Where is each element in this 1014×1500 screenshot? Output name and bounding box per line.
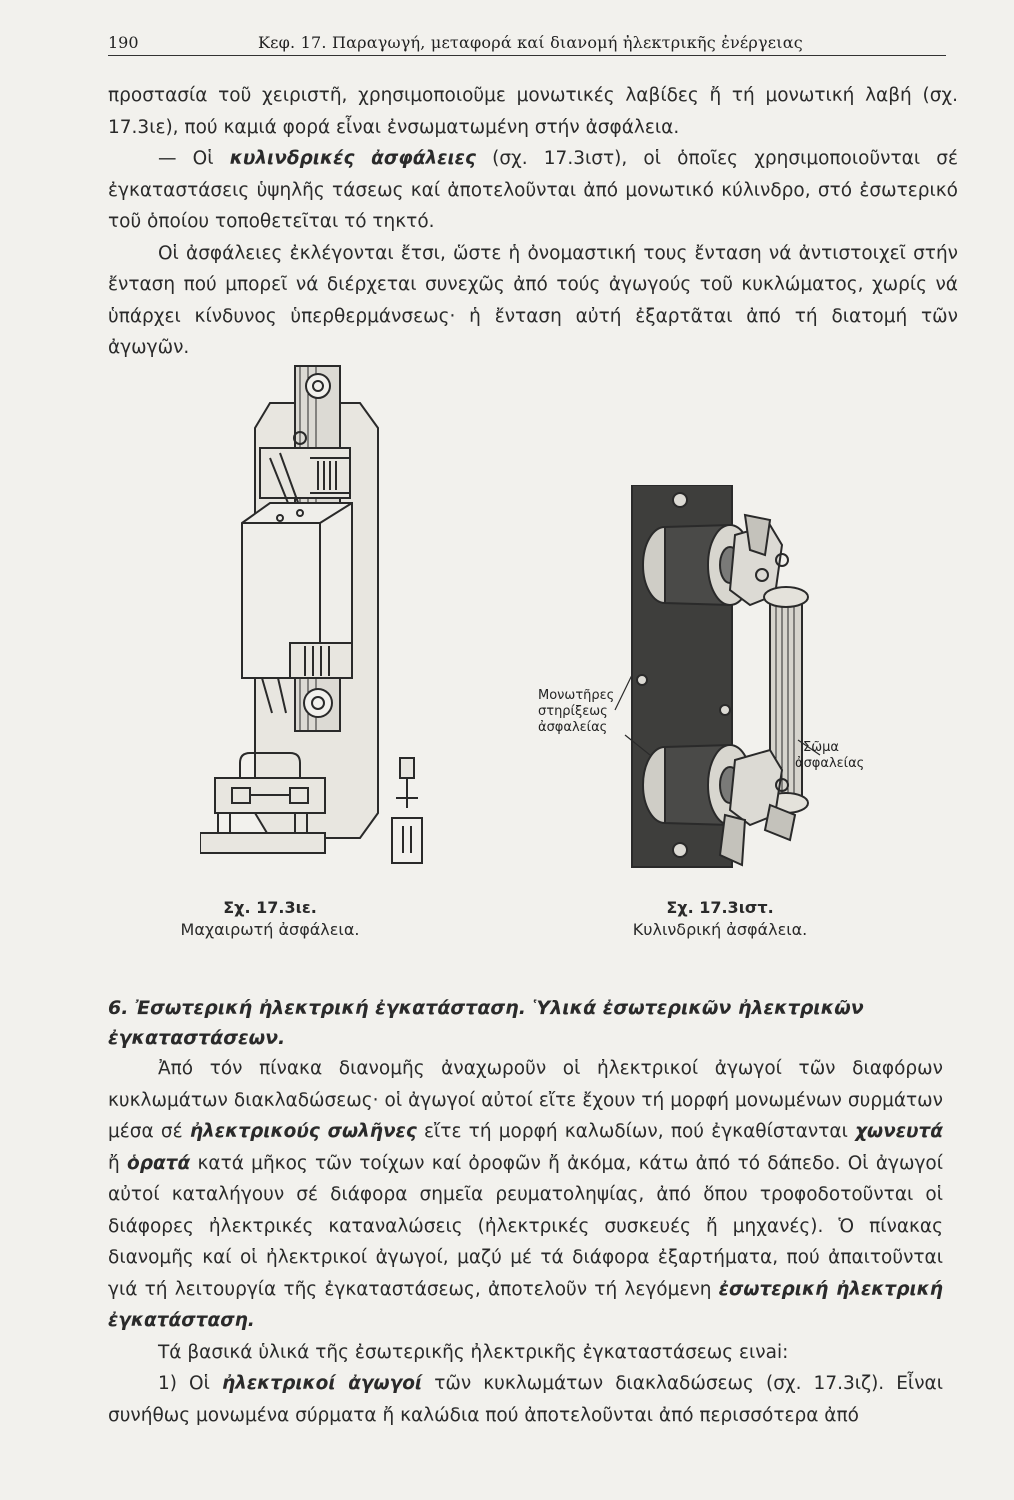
- paragraph-3: Οἱ ἀσφάλειες ἐκλέγονται ἔτσι, ὥστε ἡ ὀνομαστική τους ἔνταση νά ἀντιστοιχεῖ στήν ἔνταση πού μπορεῖ νά διέρχεται συνεχῶς ἀπό τούς ἀγωγούς τοῦ κυκλώματος, χωρίς νά ὑπάρχει κίνδυνος ὑπερθερμάνσεως· ἡ ἔνταση αὐτή ἐξαρτᾶται ἀπό τή διατομή τῶν ἀγωγῶν.: [108, 242, 958, 358]
- section-paragraph-1: Ἀπό τόν πίνακα διανομῆς ἀναχωροῦν οἱ ἠλεκτρικοί ἀγωγοί τῶν διαφόρων κυκλωμάτων διακλαδώσεως· οἱ ἀγωγοί αὐτοί εἴτε ἔχουν τή μορφή μονωμένων συρμάτων μέσα σέ ἠλεκτρικούς σωλῆνες εἴτε τή μορφή καλωδίων, πού ἐγκαθίστανται χωνευτά ἤ ὁρατά κατά μῆκος τῶν τοίχων καί ὀροφῶν ἤ ἀκόμα, κάτω ἀπό τό δάπεδο. Οἱ ἀγωγοί αὐτοί καταλήγουν σέ διάφορα σημεῖα ρευματοληψίας, ἀπό ὅπου τροφοδοτοῦνται οἱ διάφορες ἠλεκτρικές καταναλώσεις (ἠλεκτρικές συσκευές ἤ μηχανές). Ὁ πίνακας διανομῆς καί οἱ ἠλεκτρικοί ἀγωγοί, μαζύ μέ τά διάφορα ἐξαρτήματα, πού ἀπαιτοῦνται γιά τή λειτουργία τῆς ἐγκαταστάσεως, ἀποτελοῦν τή λεγόμενη ἐσωτερική ἠλεκτρική ἐγκατάσταση.: [108, 1058, 944, 1331]
- section-heading: 6. Ἐσωτερική ἠλεκτρική ἐγκατάσταση. Ὑλικά ἐσωτερικῶν ἠλεκτρικῶν ἐγκαταστάσεων.: [108, 997, 864, 1049]
- figure-cylindrical-fuse: [520, 485, 900, 870]
- section-6: [108, 993, 943, 1431]
- header-rule: [108, 55, 946, 56]
- running-title: Κεφ. 17. Παραγωγή, μεταφορά καί διανομή ἠλεκτρικῆς ἐνέργειας: [258, 33, 803, 52]
- upper-text: [108, 80, 958, 364]
- caption-right-number: Σχ. 17.3ιστ.: [666, 898, 774, 917]
- paragraph-1: προστασία τοῦ χειριστῆ, χρησιμοποιοῦμε μονωτικές λαβίδες ἤ τή μονωτική λαβή (σχ. 17.3ιε), πού καμιά φορά εἶναι ἐνσωματωμένη στήν ἀσφάλεια.: [108, 85, 958, 138]
- caption-left: [170, 897, 370, 941]
- page-number: 190: [108, 33, 139, 52]
- page-header: [108, 33, 946, 57]
- figure-knife-fuse: [200, 358, 440, 878]
- caption-right-title: Κυλινδρική ἀσφάλεια.: [632, 920, 808, 939]
- section-paragraph-3: 1) Οἱ ἠλεκτρικοί ἀγωγοί τῶν κυκλωμάτων διακλαδώσεως (σχ. 17.3ιζ). Εἶναι συνήθως μονωμένα σύρματα ἤ καλώδια πού ἀποτελοῦνται ἀπό περισσότερα ἀπό: [108, 1373, 943, 1426]
- term-internal-installation: ἐσωτερική ἠλεκτρική ἐγκατάσταση.: [108, 1278, 943, 1331]
- term-visible: ὁρατά: [127, 1152, 191, 1174]
- paragraph-2: — Οἱ κυλινδρικές ἀσφάλειες (σχ. 17.3ιστ), οἱ ὁποῖες χρησιμοποιοῦνται σέ ἐγκαταστάσεις ὑψηλῆς τάσεως καί ἀποτελοῦνται ἀπό μονωτικό κύλινδρο, στό ἐσωτερικό τοῦ ὁποίου τοποθετεῖται τό τηκτό.: [108, 148, 958, 232]
- label-insulators-line3: ἀσφαλείας: [538, 720, 608, 735]
- label-fuse-body-line1: Σῶμα: [803, 740, 839, 755]
- term-electric-conductors: ἠλεκτρικοί ἀγωγοί: [221, 1373, 423, 1394]
- section-paragraph-2: Τά βασικά ὑλικά τῆς ἐσωτερικῆς ἠλεκτρικῆς ἐγκαταστάσεως εινai:: [158, 1341, 789, 1363]
- label-insulators-line2: στηρίξεως: [538, 704, 608, 719]
- term-electric-conduits: ἠλεκτρικούς σωλῆνες: [189, 1121, 417, 1142]
- caption-left-number: Σχ. 17.3ιε.: [223, 898, 317, 917]
- label-insulators-line1: Μονωτῆρες: [538, 688, 615, 703]
- term-concealed: χωνευτά: [855, 1121, 943, 1142]
- label-fuse-body-line2: ἀσφαλείας: [795, 756, 865, 771]
- caption-right: [600, 897, 840, 941]
- caption-left-title: Μαχαιρωτή ἀσφάλεια.: [180, 920, 360, 939]
- term-cylindrical-fuses: κυλινδρικές ἀσφάλειες: [229, 148, 476, 169]
